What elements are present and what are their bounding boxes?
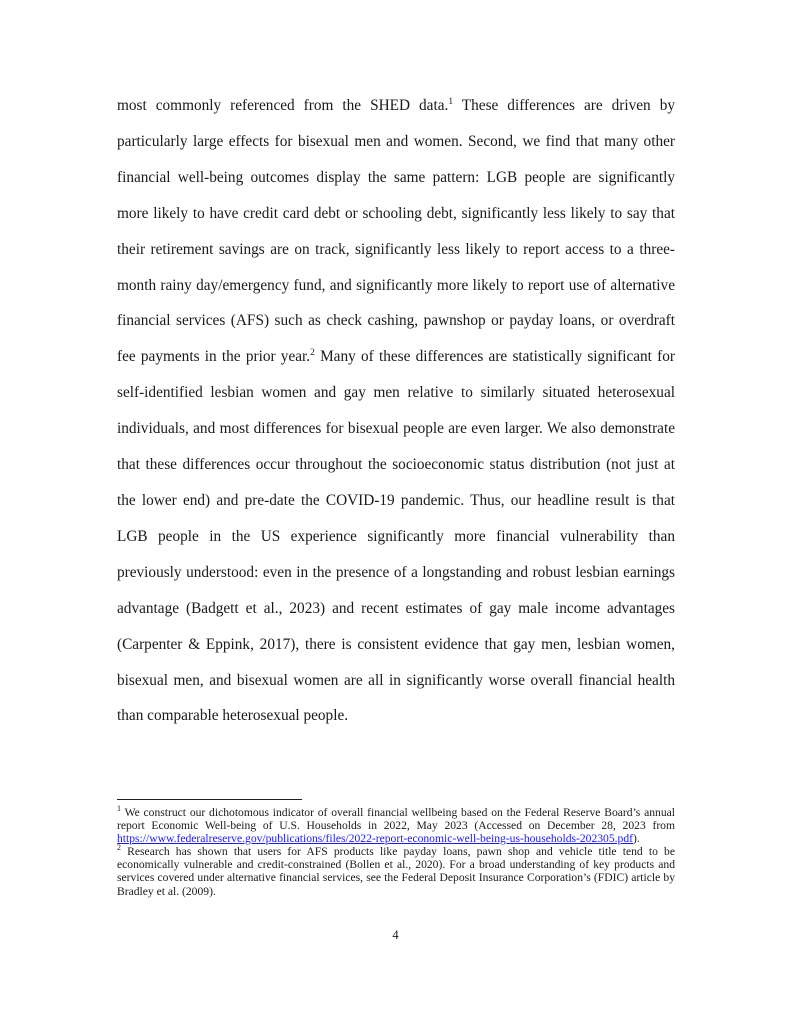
body-text-segment-3: Many of these differences are statistically significant for self-identified lesbian women and gay men relative to similarly situated heterosexual individuals, and most differences for bisexual people are even larger. We also demonstrate that these differences occur throughout the socioeconomic status distribution (not just at the lower end) and pre-date the COVID-19 pandemic. Thus, our headline result is that LGB people in the US experience significantly more financial vulnerability than previously understood: even in the presence of a longstanding and robust lesbian earnings advantage (Badgett et al., 2023) and recent estimates of gay male income advantages (Carpenter & Eppink, 2017), there is consistent evidence that gay men, lesbian women, bisexual men, and bisexual women are all in significantly worse overall financial health than comparable heterosexual people. [117, 348, 675, 725]
footnote-2 [117, 845, 675, 897]
footnote-marker-2: 2 [117, 843, 121, 853]
footnote-reference-1[interactable]: 1 [448, 96, 454, 107]
footnote-1-text: We construct our dichotomous indicator of overall financial wellbeing based on the Federal Reserve Board’s annual report Economic Well-being of U.S. Households in 2022, May 2023 (Accessed on December 28, 2023 from [117, 806, 675, 833]
footnote-2-text: Research has shown that users for AFS products like payday loans, pawn shop and vehicle title tend to be economically vulnerable and credit-constrained (Bollen et al., 2020). For a broad understanding of key products and services covered under alternative financial services, see the Federal Deposit Insurance Corporation’s (FDIC) article by Bradley et al. (2009). [117, 845, 675, 898]
footnote-separator [117, 799, 302, 800]
footnotes-section [117, 806, 675, 898]
body-text-segment-2: These differences are driven by particularly large effects for bisexual men and women. Second, we find that many other financial well-being outcomes display the same pattern: LGB people are significantly more likely to have credit card debt or schooling debt, significantly less likely to say that their retirement savings are on track, significantly less likely to report access to a three-month rainy day/emergency fund, and significantly more likely to report use of alternative financial services (AFS) such as check cashing, pawnshop or payday loans, or overdraft fee payments in the prior year. [117, 97, 675, 366]
footnote-1-closing: ). [633, 832, 640, 846]
body-paragraph [117, 88, 675, 734]
body-text-segment-1: most commonly referenced from the SHED data. [117, 97, 449, 114]
page-number: 4 [392, 928, 399, 942]
footnote-marker-1: 1 [117, 804, 121, 814]
footnote-reference-2[interactable]: 2 [310, 348, 315, 359]
footnote-1 [117, 806, 675, 845]
federal-reserve-report-link[interactable]: https://www.federalreserve.gov/publications/files/2022-report-economic-well-being-us-households-202305.pdf [117, 832, 634, 846]
